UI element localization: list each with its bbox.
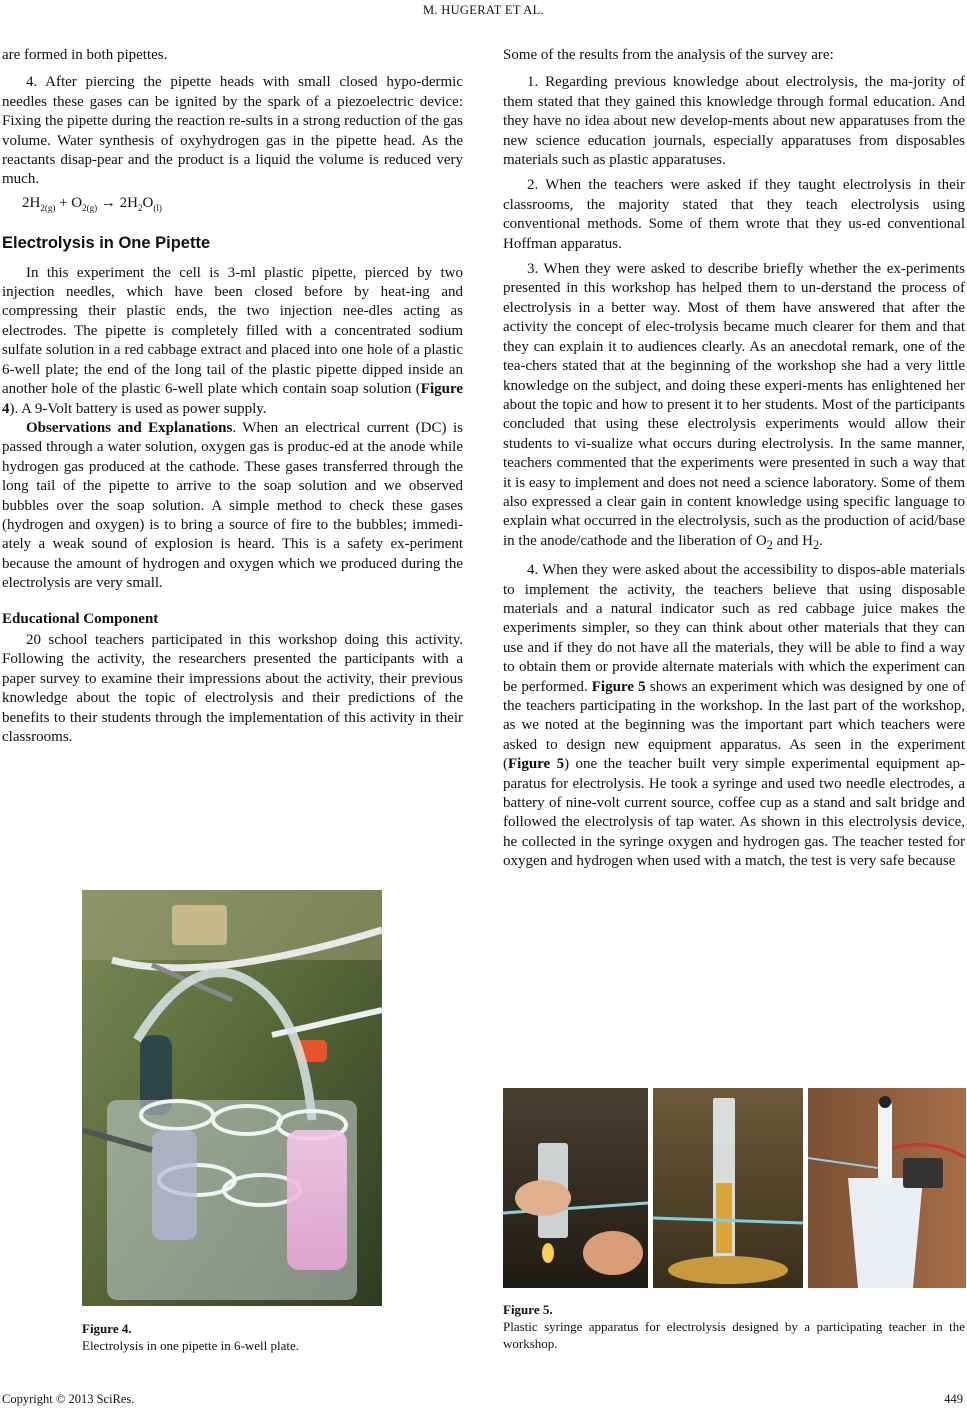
chemical-equation (22, 194, 463, 218)
subscript: 2 (812, 537, 820, 552)
paragraph (503, 561, 965, 872)
paragraph: 2. When the teachers were asked if they taught electrolysis in their classrooms, the majority stated that they teach electrolysis using conventional methods. Some of them wrote that they us-ed conventional Hoffman apparatus. (503, 177, 965, 252)
eq-subscript: 2 (137, 202, 143, 213)
paragraph (2, 419, 463, 594)
run-in-heading: Observations and Explanations (26, 419, 233, 436)
figure-5-photos (503, 1088, 966, 1288)
figure-4-caption (82, 1320, 299, 1354)
eq-term: 2H (22, 194, 41, 211)
text-run: 4. When they were asked about the accessibility to dispos-able materials to implement the activity, the teachers believe that using disposable materials and a natural indicator such as red cabbage juice makes the experiments simpler, so they can think about other materials that they can use and if they do not have all the materials, they will be able to find a way to obtain them or provide alternate materials with which the experiment can be performed. (503, 562, 965, 695)
figure-caption-text: Plastic syringe apparatus for electrolysis designed by a participating teacher in the workshop. (503, 1319, 965, 1351)
section-heading: Educational Component (2, 610, 159, 627)
section-heading: Electrolysis in One Pipette (2, 234, 211, 253)
text-run: . (819, 532, 823, 549)
text-run: ). A 9-Volt battery is used as power supply. (9, 400, 267, 417)
right-column (503, 46, 965, 872)
text-run: shows an experiment which was designed by one of the teachers participating in the workshop. In the last part of the workshop, as we noted at the beginning was the important part which teachers were asked to design new equipment apparatus. As seen in the experiment ( (503, 678, 965, 773)
text-run: In this experiment the cell is 3-ml plastic pipette, pierced by two injection needles, which have been closed before by heat-ing and compressing their plastic ends, the two injection nee-dles acting as electrodes. The pipette is completely filled with a concentrated sodium sulfate solution in a red cabbage extract and placed into one hole of a plastic 6-well plate; the end of the long tail of the plastic pipette dipped inside an another hole of the plastic 6-well plate which contain soap solution ( (2, 264, 463, 398)
eq-subscript: (l) (153, 202, 162, 213)
eq-term: O (142, 194, 154, 211)
paragraph (503, 260, 965, 555)
text-run: and H (772, 532, 813, 549)
eq-term: + O (55, 194, 83, 211)
eq-subscript: 2(g) (40, 202, 56, 213)
paragraph: Some of the results from the analysis of the survey are: (503, 47, 834, 63)
text-run: ) one the teacher built very simple experimental equipment ap-paratus for electrolysis. He took a syringe and used two needle electrodes, a battery of nine-volt current source, coffee cup as a stand and salt bridge and followed the electrolysis of tap water. As shown in this electrolysis device, he collected in the syringe oxygen and hydrogen gas. The teacher tested for oxygen and hydrogen when used with a match, the test is very safe because (503, 756, 965, 870)
paragraph: 1. Regarding previous knowledge about electrolysis, the ma-jority of them stated that they gained this knowledge through formal education. And they have no idea about new develop-ments about new apparatuses from the new science education journals, especially apparatuses from disposables materials such as plastic apparatuses. (503, 74, 965, 169)
copyright-footer: Copyright © 2013 SciRes. (2, 1392, 135, 1406)
eq-subscript: 2(g) (82, 202, 98, 213)
running-header: M. HUGERAT ET AL. (423, 3, 544, 17)
figure-4-photo (82, 890, 382, 1306)
paragraph (2, 264, 463, 419)
page-number: 449 (944, 1392, 963, 1406)
figure-caption-text: Electrolysis in one pipette in 6-well plate. (82, 1338, 299, 1353)
figure-label: Figure 4. (82, 1321, 132, 1336)
paragraph: 20 school teachers participated in this workshop doing this activity. Following the activity, the researchers presented the participants with a paper survey to examine their impressions about the activity, their previous knowledge about the topic of electrolysis and their predictions of the benefits to their students through the implementation of this activity in their classrooms. (2, 631, 463, 745)
figure-5-caption (503, 1301, 965, 1352)
paragraph: 4. After piercing the pipette heads with small closed hypo-dermic needles these gases can be ignited by the spark of a piezoelectric device: Fixing the pipette during the reaction re-sults in a strong reduction of the gas volume. Water synthesis of oxyhydrogen gas in the pipette head. As the reactants disap-pear and the product is a liquid the volume is reduced very much. (2, 74, 463, 188)
text-run: 3. When they were asked to describe briefly whether the ex-periments presented in this workshop has helped them to un-derstand the process of electrolysis in a better way. Most of them have answered that after the activity the concept of elec-trolysis became much clearer for them and that they can explain it to audiences clearly. As an anecdotal remark, one of the tea-chers stated that at the beginning of the workshop she had a very little knowledge on the subject, and doing these experi-ments has enlightened her about the topic and how to present it to her students. Most of the participants concluded that using these electrolysis experiments would allow their students to vi-sualize what occurs during electrolysis. In the same manner, teachers commented that the experiments were presented in such a way that it is easy to implement and does not need a science laboratory. Some of them also expressed a clear gain in content knowledge using specific language to explain what occurred in the electrolysis, such as the production of acid/base in the anode/cathode and the liberation of O (503, 261, 965, 549)
eq-term: → 2H (97, 194, 138, 211)
left-column (2, 46, 463, 747)
figure-reference[interactable]: Figure 5 (591, 678, 646, 695)
paragraph: are formed in both pipettes. (2, 47, 168, 63)
figure-reference[interactable]: Figure 5 (508, 756, 565, 773)
subscript: 2 (766, 537, 773, 552)
figure-reference[interactable]: Figure 4 (2, 381, 463, 417)
figure-label: Figure 5. (503, 1302, 553, 1317)
text-run: . When an electrical current (DC) is passed through a water solution, oxygen gas is produc-ed at the anode while hydrogen gas produced at the cathode. These gases transferred through the long tail of the pipette to arrive to the soap solution and we observed bubbles over the soap solution. A simple method to check these gases (hydrogen and oxygen) is to bring a source of fire to the bubbles; immedi-ately a weak sound of explosion is heard. This is a safety ex-periment because the amount of hydrogen and oxygen which we produced during the electrolysis are very small. (2, 419, 464, 592)
